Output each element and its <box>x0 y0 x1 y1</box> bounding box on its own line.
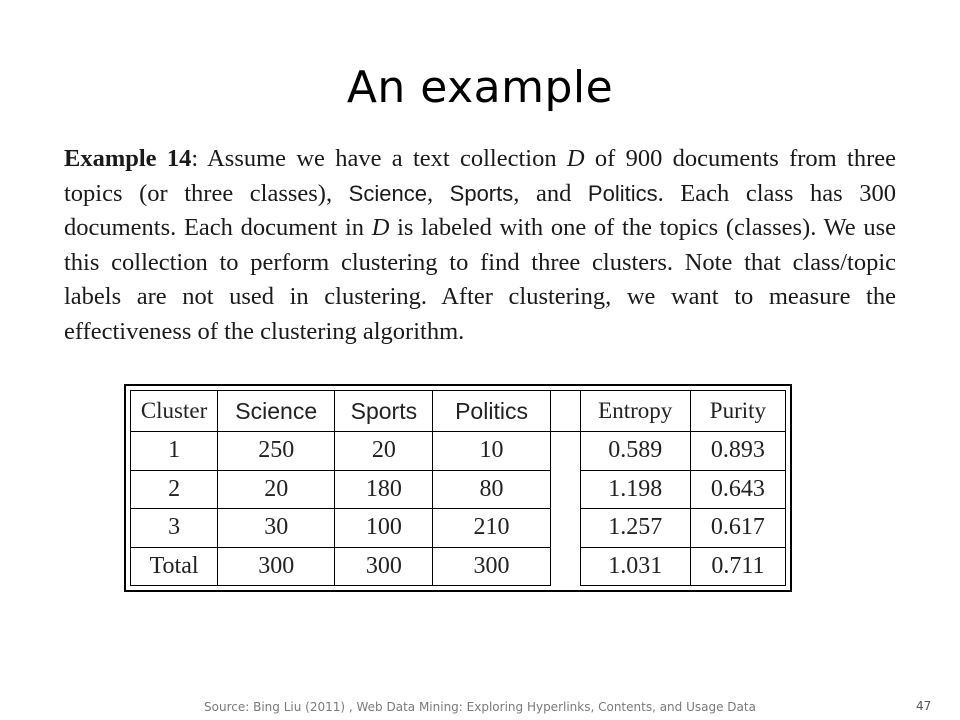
cell-politics: 10 <box>433 432 550 471</box>
header-sports: Sports <box>335 391 433 432</box>
topic-politics: Politics <box>587 180 658 206</box>
header-entropy: Entropy <box>580 391 690 432</box>
example-text-part-2: of 900 documents from three topics (or three classes), <box>64 145 896 207</box>
topic-sports: Sports <box>449 180 514 206</box>
cell-cluster: Total <box>131 547 218 586</box>
cell-entropy: 1.198 <box>580 470 690 509</box>
cell-science: 30 <box>218 509 335 548</box>
cell-politics: 300 <box>433 547 550 586</box>
source-citation: Source: Bing Liu (2011) , Web Data Mining: Exploring Hyperlinks, Contents, and Usage Data <box>204 700 756 714</box>
cell-science: 20 <box>218 470 335 509</box>
cell-entropy: 1.031 <box>580 547 690 586</box>
example-text-part-1: : Assume we have a text collection <box>191 145 567 172</box>
cluster-results-table <box>130 390 786 586</box>
table-spacer <box>550 391 580 432</box>
table-total-row <box>131 547 786 586</box>
slide-title: An example <box>346 62 614 113</box>
collection-symbol: D <box>566 145 585 172</box>
cell-sports: 300 <box>335 547 433 586</box>
table-spacer <box>550 547 580 586</box>
cell-purity: 0.711 <box>690 547 785 586</box>
header-cluster: Cluster <box>131 391 218 432</box>
table-spacer <box>550 432 580 471</box>
cell-purity: 0.617 <box>690 509 785 548</box>
cell-science: 250 <box>218 432 335 471</box>
cell-cluster: 1 <box>131 432 218 471</box>
table-row <box>131 509 786 548</box>
example-label: Example 14 <box>64 145 192 172</box>
table-row <box>131 470 786 509</box>
cell-politics: 80 <box>433 470 550 509</box>
cell-entropy: 0.589 <box>580 432 690 471</box>
example-text-part-3: . Each class has 300 documents. Each document in <box>64 179 897 241</box>
header-science: Science <box>218 391 335 432</box>
cell-entropy: 1.257 <box>580 509 690 548</box>
page-number: 47 <box>916 699 932 713</box>
example-paragraph <box>64 142 896 349</box>
table-spacer <box>550 470 580 509</box>
cell-cluster: 2 <box>131 470 218 509</box>
example-text-part-4: is labeled with one of the topics (classes). We use this collection to perform clustering to find three clusters. Note that class/topic labels are not used in clustering. After clustering, we want to measure the effectiveness of the clustering algorithm. <box>64 214 896 345</box>
header-politics: Politics <box>433 391 550 432</box>
example-separator-1: , <box>426 179 450 207</box>
cell-purity: 0.893 <box>690 432 785 471</box>
results-table-frame <box>124 384 792 592</box>
collection-symbol: D <box>371 214 390 241</box>
cell-science: 300 <box>218 547 335 586</box>
cell-cluster: 3 <box>131 509 218 548</box>
header-purity: Purity <box>690 391 785 432</box>
cell-purity: 0.643 <box>690 470 785 509</box>
cell-sports: 180 <box>335 470 433 509</box>
table-spacer <box>550 509 580 548</box>
topic-science: Science <box>348 180 427 206</box>
cell-sports: 20 <box>335 432 433 471</box>
cell-sports: 100 <box>335 509 433 548</box>
example-separator-2: , and <box>513 179 588 207</box>
table-row <box>131 432 786 471</box>
table-header-row <box>131 391 786 432</box>
cell-politics: 210 <box>433 509 550 548</box>
